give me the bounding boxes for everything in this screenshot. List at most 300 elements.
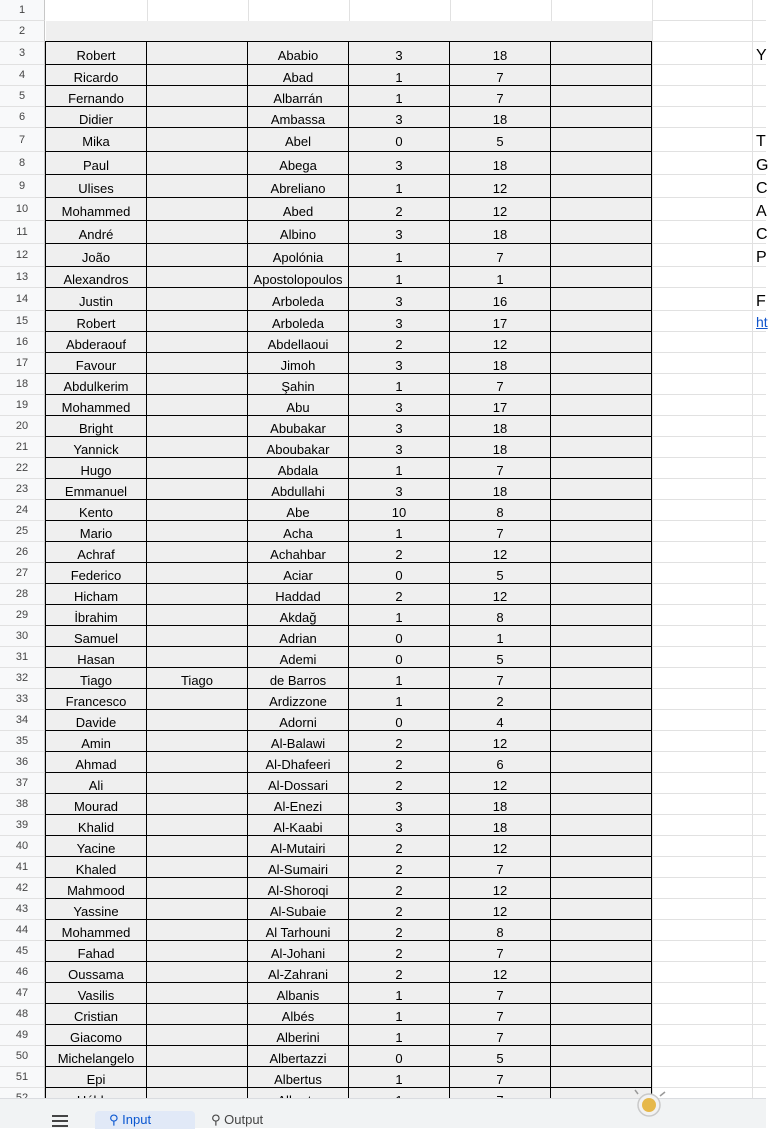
middle-name-cell[interactable] [147,152,247,174]
last-name-cell[interactable]: Adorni [279,715,317,730]
middle-name-cell[interactable] [147,416,247,436]
middle-name-cell[interactable] [147,521,247,541]
row-header[interactable]: 36 [0,752,45,773]
value-b-cell[interactable]: 7 [496,1072,504,1087]
middle-name-cell[interactable] [147,374,247,394]
first-name-cell[interactable]: Cristian [73,1009,119,1024]
side-note-text[interactable]: F [756,292,766,310]
first-name-cell[interactable]: Mohammed [61,925,131,940]
value-a-cell[interactable]: 3 [395,358,403,373]
value-b-cell[interactable]: 7 [496,70,504,85]
value-b-cell[interactable]: 12 [492,736,508,751]
middle-name-cell[interactable] [147,689,247,709]
side-note-text[interactable]: P [756,248,767,266]
first-name-cell[interactable]: Hicham [73,589,119,604]
value-a-cell[interactable]: 3 [395,294,403,309]
first-name-cell[interactable]: Robert [76,316,116,331]
row-header[interactable]: 42 [0,878,45,899]
value-a-cell[interactable]: 1 [395,988,403,1003]
middle-name-cell[interactable] [147,65,247,85]
last-name-cell[interactable]: Şahin [281,379,315,394]
first-name-cell[interactable]: Ali [88,778,104,793]
last-name-cell[interactable]: Al-Zahrani [268,967,328,982]
first-name-cell[interactable]: Khaled [75,862,117,877]
value-a-cell[interactable]: 3 [395,484,403,499]
middle-name-cell[interactable] [147,458,247,478]
row-header[interactable]: 48 [0,1004,45,1025]
value-a-cell[interactable]: 2 [395,547,403,562]
side-link[interactable]: ht [756,314,768,330]
value-a-cell[interactable]: 2 [395,967,403,982]
side-note-text[interactable]: G [756,156,768,174]
value-b-cell[interactable]: 2 [496,694,504,709]
side-note-text[interactable]: C [756,179,768,197]
value-a-cell[interactable]: 1 [395,610,403,625]
value-b-cell[interactable]: 7 [496,946,504,961]
first-name-cell[interactable]: Justin [79,294,113,309]
sheet-tab-output[interactable]: ⚲ Output [211,1112,264,1127]
last-name-cell[interactable]: Al-Shoroqi [267,883,329,898]
value-a-cell[interactable]: 3 [395,442,403,457]
middle-name-cell[interactable] [147,773,247,793]
row-header[interactable]: 39 [0,815,45,836]
value-a-cell[interactable]: 2 [395,862,403,877]
first-name-cell[interactable]: Mahmood [67,883,125,898]
first-name-cell[interactable]: Didier [79,112,113,127]
middle-name-cell[interactable] [147,353,247,373]
value-b-cell[interactable]: 12 [492,967,508,982]
row-header[interactable]: 23 [0,479,45,500]
middle-name-cell[interactable] [147,542,247,562]
middle-name-cell[interactable] [147,1004,247,1024]
row-header[interactable]: 35 [0,731,45,752]
value-a-cell[interactable]: 3 [395,400,403,415]
last-name-cell[interactable]: Haddad [275,589,321,604]
value-b-cell[interactable]: 18 [492,358,508,373]
first-name-cell[interactable]: Ricardo [73,70,119,85]
last-name-cell[interactable]: Albanis [276,988,320,1003]
row-header[interactable]: 1 [0,0,45,21]
value-b-cell[interactable]: 5 [496,568,504,583]
first-name-cell[interactable]: Mohammed [61,204,131,219]
first-name-cell[interactable]: Bright [79,421,113,436]
value-b-cell[interactable]: 7 [496,862,504,877]
value-a-cell[interactable]: 1 [395,694,403,709]
first-name-cell[interactable]: Alexandros [63,272,129,287]
last-name-cell[interactable]: Ababio [277,48,319,63]
first-name-cell[interactable]: Ahmad [75,757,117,772]
value-b-cell[interactable]: 18 [492,799,508,814]
row-header[interactable]: 17 [0,353,45,374]
last-name-cell[interactable]: Arboleda [271,294,325,309]
value-b-cell[interactable]: 5 [496,652,504,667]
row-header[interactable]: 44 [0,920,45,941]
last-name-cell[interactable]: Abe [286,505,310,520]
last-name-cell[interactable]: Abad [282,70,314,85]
last-name-cell[interactable]: Achahbar [270,547,326,562]
value-b-cell[interactable]: 7 [496,673,504,688]
first-name-cell[interactable]: Hasan [77,652,115,667]
first-name-cell[interactable]: Samuel [73,631,119,646]
row-header[interactable]: 38 [0,794,45,815]
last-name-cell[interactable]: Alberini [276,1030,320,1045]
row-header[interactable]: 34 [0,710,45,731]
value-b-cell[interactable]: 12 [492,883,508,898]
row-header[interactable]: 27 [0,563,45,584]
value-b-cell[interactable]: 16 [492,294,508,309]
row-header[interactable]: 9 [0,175,45,198]
row-header[interactable]: 12 [0,244,45,267]
last-name-cell[interactable]: Al-Sumairi [268,862,328,877]
middle-name-cell[interactable] [147,752,247,772]
last-name-cell[interactable]: Adrian [279,631,317,646]
first-name-cell[interactable]: Giacomo [69,1030,123,1045]
value-a-cell[interactable]: 3 [395,48,403,63]
value-b-cell[interactable]: 18 [492,227,508,242]
first-name-cell[interactable]: İbrahim [74,610,118,625]
first-name-cell[interactable]: Yannick [73,442,119,457]
value-b-cell[interactable]: 7 [496,1030,504,1045]
first-name-cell[interactable]: Ulises [78,181,114,196]
value-b-cell[interactable]: 18 [492,158,508,173]
value-b-cell[interactable]: 18 [492,48,508,63]
value-a-cell[interactable]: 0 [395,134,403,149]
value-a-cell[interactable]: 1 [395,91,403,106]
first-name-cell[interactable]: Kento [79,505,113,520]
last-name-cell[interactable]: Abreliano [270,181,326,196]
row-header[interactable]: 47 [0,983,45,1004]
value-a-cell[interactable]: 1 [395,673,403,688]
value-b-cell[interactable]: 7 [496,1009,504,1024]
row-header[interactable]: 49 [0,1025,45,1046]
value-a-cell[interactable]: 3 [395,820,403,835]
value-a-cell[interactable]: 0 [395,652,403,667]
value-a-cell[interactable]: 2 [395,337,403,352]
row-header[interactable]: 40 [0,836,45,857]
middle-name-cell[interactable] [147,584,247,604]
side-note-text[interactable]: T [756,133,766,150]
middle-name-cell[interactable] [147,794,247,814]
middle-name-cell[interactable] [147,288,247,310]
last-name-cell[interactable]: Apostolopoulos [253,272,343,287]
row-header[interactable]: 2 [0,21,45,42]
value-b-cell[interactable]: 8 [496,610,504,625]
side-note-text[interactable]: A [756,202,767,220]
last-name-cell[interactable]: Albertus [274,1072,322,1087]
first-name-cell[interactable]: Tiago [79,673,113,688]
value-b-cell[interactable]: 6 [496,757,504,772]
row-header[interactable]: 50 [0,1046,45,1067]
value-a-cell[interactable]: 3 [395,227,403,242]
last-name-cell[interactable]: Aciar [283,568,313,583]
row-header[interactable]: 51 [0,1067,45,1088]
row-header[interactable]: 37 [0,773,45,794]
middle-name-cell[interactable] [147,815,247,835]
last-name-cell[interactable]: Al-Johani [270,946,326,961]
last-name-cell[interactable]: Aboubakar [266,442,330,457]
first-name-cell[interactable]: Oussama [68,967,124,982]
value-a-cell[interactable]: 2 [395,778,403,793]
row-header[interactable]: 19 [0,395,45,416]
value-a-cell[interactable]: 0 [395,1051,403,1066]
row-header[interactable]: 3 [0,42,45,65]
value-b-cell[interactable]: 17 [492,316,508,331]
last-name-cell[interactable]: Abega [279,158,317,173]
value-a-cell[interactable]: 2 [395,736,403,751]
value-b-cell[interactable]: 1 [496,272,504,287]
row-header[interactable]: 29 [0,605,45,626]
value-a-cell[interactable]: 0 [395,568,403,583]
value-b-cell[interactable]: 7 [496,379,504,394]
value-b-cell[interactable]: 5 [496,1051,504,1066]
value-a-cell[interactable]: 3 [395,421,403,436]
row-header[interactable]: 18 [0,374,45,395]
first-name-cell[interactable]: Mourad [73,799,119,814]
value-b-cell[interactable]: 8 [496,505,504,520]
last-name-cell[interactable]: Abel [284,134,312,149]
middle-name-cell[interactable]: Tiago [180,673,214,688]
value-a-cell[interactable]: 2 [395,757,403,772]
row-header[interactable]: 14 [0,288,45,311]
first-name-cell[interactable]: Mohammed [61,400,131,415]
last-name-cell[interactable]: Jimoh [280,358,316,373]
value-a-cell[interactable]: 1 [395,1030,403,1045]
middle-name-cell[interactable] [147,244,247,266]
value-a-cell[interactable]: 3 [395,158,403,173]
first-name-cell[interactable]: Paul [82,158,110,173]
last-name-cell[interactable]: Ademi [279,652,317,667]
first-name-cell[interactable]: Epi [86,1072,106,1087]
first-name-cell[interactable]: Yassine [73,904,119,919]
first-name-cell[interactable]: Hugo [80,463,112,478]
value-a-cell[interactable]: 0 [395,715,403,730]
last-name-cell[interactable]: Arboleda [271,316,325,331]
row-header[interactable]: 15 [0,311,45,332]
last-name-cell[interactable]: Ardizzone [269,694,327,709]
last-name-cell[interactable]: Al-Dhafeeri [265,757,331,772]
last-name-cell[interactable]: Abdellaoui [267,337,329,352]
value-a-cell[interactable]: 0 [395,631,403,646]
middle-name-cell[interactable] [147,42,247,64]
value-a-cell[interactable]: 1 [395,379,403,394]
middle-name-cell[interactable] [147,836,247,856]
row-header[interactable]: 28 [0,584,45,605]
row-header[interactable]: 33 [0,689,45,710]
middle-name-cell[interactable] [147,198,247,220]
last-name-cell[interactable]: Albertazzi [269,1051,327,1066]
value-b-cell[interactable]: 12 [492,841,508,856]
value-b-cell[interactable]: 7 [496,526,504,541]
middle-name-cell[interactable] [147,1046,247,1066]
row-header[interactable]: 10 [0,198,45,221]
last-name-cell[interactable]: Abed [282,204,314,219]
row-header[interactable]: 41 [0,857,45,878]
middle-name-cell[interactable] [147,128,247,151]
middle-name-cell[interactable] [147,731,247,751]
value-b-cell[interactable]: 12 [492,337,508,352]
middle-name-cell[interactable] [147,878,247,898]
value-a-cell[interactable]: 2 [395,946,403,961]
side-note-text[interactable]: C [756,225,768,243]
value-b-cell[interactable]: 12 [492,778,508,793]
first-name-cell[interactable]: Michelangelo [57,1051,135,1066]
last-name-cell[interactable]: Al-Dossari [268,778,328,793]
middle-name-cell[interactable] [147,437,247,457]
last-name-cell[interactable]: Ambassa [270,112,326,127]
row-header[interactable]: 8 [0,152,45,175]
last-name-cell[interactable]: Abdullahi [271,484,325,499]
value-b-cell[interactable]: 5 [496,134,504,149]
first-name-cell[interactable]: Achraf [77,547,115,562]
row-header[interactable]: 22 [0,458,45,479]
side-note-text[interactable]: Y [756,46,767,64]
value-a-cell[interactable]: 2 [395,589,403,604]
row-header[interactable]: 20 [0,416,45,437]
middle-name-cell[interactable] [147,899,247,919]
first-name-cell[interactable]: Mika [82,134,110,149]
first-name-cell[interactable]: Khalid [77,820,115,835]
middle-name-cell[interactable] [147,1067,247,1087]
value-a-cell[interactable]: 1 [395,1009,403,1024]
last-name-cell[interactable]: Al-Subaie [269,904,327,919]
value-b-cell[interactable]: 12 [492,204,508,219]
last-name-cell[interactable]: Abdala [277,463,319,478]
value-a-cell[interactable]: 2 [395,841,403,856]
middle-name-cell[interactable] [147,710,247,730]
value-a-cell[interactable]: 3 [395,799,403,814]
row-header[interactable]: 16 [0,332,45,353]
value-b-cell[interactable]: 7 [496,463,504,478]
middle-name-cell[interactable] [147,626,247,646]
row-header[interactable]: 6 [0,107,45,128]
middle-name-cell[interactable] [147,175,247,197]
middle-name-cell[interactable] [147,983,247,1003]
first-name-cell[interactable]: Yacine [76,841,116,856]
row-header[interactable]: 31 [0,647,45,668]
row-header[interactable]: 11 [0,221,45,244]
middle-name-cell[interactable] [147,332,247,352]
value-b-cell[interactable]: 12 [492,589,508,604]
middle-name-cell[interactable] [147,857,247,877]
last-name-cell[interactable]: Albarrán [273,91,323,106]
middle-name-cell[interactable] [147,86,247,106]
value-a-cell[interactable]: 1 [395,70,403,85]
value-b-cell[interactable]: 7 [496,988,504,1003]
middle-name-cell[interactable] [147,920,247,940]
value-a-cell[interactable]: 2 [395,925,403,940]
row-header[interactable]: 5 [0,86,45,107]
first-name-cell[interactable]: Abderaouf [66,337,126,352]
value-b-cell[interactable]: 12 [492,547,508,562]
value-a-cell[interactable]: 3 [395,316,403,331]
first-name-cell[interactable]: João [81,250,111,265]
value-b-cell[interactable]: 18 [492,421,508,436]
value-b-cell[interactable]: 7 [496,91,504,106]
value-b-cell[interactable]: 18 [492,112,508,127]
middle-name-cell[interactable] [147,962,247,982]
value-b-cell[interactable]: 17 [492,400,508,415]
first-name-cell[interactable]: Robert [76,48,116,63]
last-name-cell[interactable]: Abu [286,400,310,415]
last-name-cell[interactable]: Al Tarhouni [265,925,331,940]
first-name-cell[interactable]: Vasilis [77,988,115,1003]
row-header[interactable]: 21 [0,437,45,458]
row-header[interactable]: 46 [0,962,45,983]
last-name-cell[interactable]: Al-Balawi [270,736,326,751]
row-header[interactable]: 4 [0,65,45,86]
value-b-cell[interactable]: 18 [492,820,508,835]
last-name-cell[interactable]: Albino [279,227,317,242]
row-header[interactable]: 25 [0,521,45,542]
sheet-tab-input[interactable]: ⚲ Input [95,1111,195,1129]
last-name-cell[interactable]: Abubakar [270,421,326,436]
middle-name-cell[interactable] [147,267,247,287]
first-name-cell[interactable]: Emmanuel [64,484,128,499]
middle-name-cell[interactable] [147,941,247,961]
row-header[interactable]: 45 [0,941,45,962]
all-sheets-menu-icon[interactable] [52,1115,68,1130]
first-name-cell[interactable]: Abdulkerim [63,379,129,394]
first-name-cell[interactable]: André [78,227,114,242]
value-a-cell[interactable]: 3 [395,112,403,127]
first-name-cell[interactable]: Federico [70,568,122,583]
middle-name-cell[interactable] [147,1025,247,1045]
middle-name-cell[interactable] [147,500,247,520]
last-name-cell[interactable]: de Barros [269,673,327,688]
value-a-cell[interactable]: 1 [395,272,403,287]
value-a-cell[interactable]: 1 [395,526,403,541]
last-name-cell[interactable]: Al-Mutairi [270,841,326,856]
row-header[interactable]: 24 [0,500,45,521]
last-name-cell[interactable]: Akdağ [279,610,317,625]
middle-name-cell[interactable] [147,395,247,415]
row-header[interactable]: 26 [0,542,45,563]
value-a-cell[interactable]: 1 [395,463,403,478]
value-a-cell[interactable]: 2 [395,204,403,219]
last-name-cell[interactable]: Apolónia [272,250,324,265]
value-b-cell[interactable]: 7 [496,250,504,265]
value-a-cell[interactable]: 2 [395,883,403,898]
value-b-cell[interactable]: 4 [496,715,504,730]
first-name-cell[interactable]: Davide [75,715,117,730]
first-name-cell[interactable]: Favour [75,358,117,373]
value-a-cell[interactable]: 1 [395,1072,403,1087]
value-a-cell[interactable]: 2 [395,904,403,919]
value-b-cell[interactable]: 12 [492,181,508,196]
first-name-cell[interactable]: Fahad [77,946,115,961]
middle-name-cell[interactable] [147,107,247,127]
row-header[interactable]: 13 [0,267,45,288]
last-name-cell[interactable]: Al-Enezi [273,799,323,814]
middle-name-cell[interactable] [147,563,247,583]
middle-name-cell[interactable] [147,221,247,243]
value-a-cell[interactable]: 1 [395,250,403,265]
last-name-cell[interactable]: Al-Kaabi [273,820,323,835]
first-name-cell[interactable]: Fernando [68,91,124,106]
first-name-cell[interactable]: Amin [81,736,111,751]
middle-name-cell[interactable] [147,605,247,625]
middle-name-cell[interactable] [147,647,247,667]
value-b-cell[interactable]: 18 [492,484,508,499]
value-b-cell[interactable]: 18 [492,442,508,457]
last-name-cell[interactable]: Acha [283,526,313,541]
value-b-cell[interactable]: 1 [496,631,504,646]
value-b-cell[interactable]: 12 [492,904,508,919]
first-name-cell[interactable]: Francesco [65,694,127,709]
middle-name-cell[interactable] [147,479,247,499]
row-header[interactable]: 30 [0,626,45,647]
value-a-cell[interactable]: 1 [395,181,403,196]
